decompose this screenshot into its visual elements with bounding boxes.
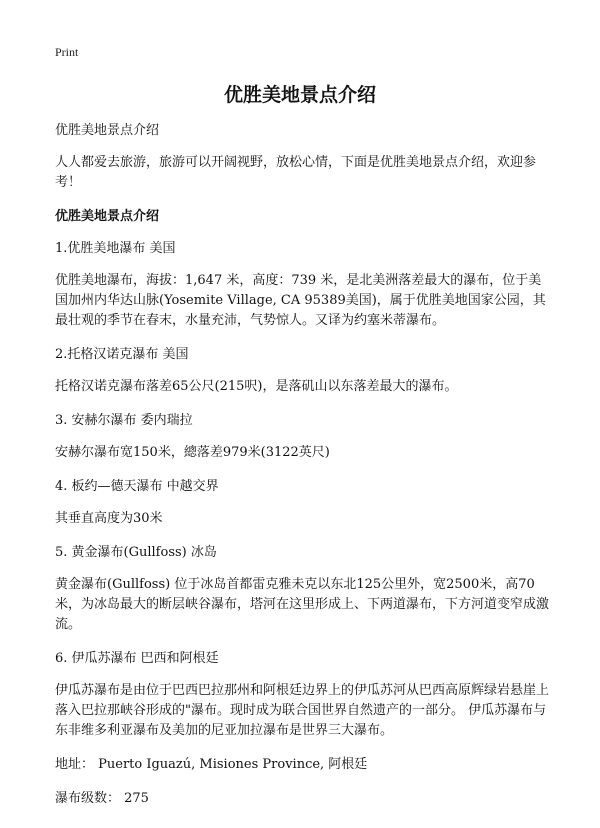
item-body-5: 黄金瀑布(Gullfoss) 位于冰岛首都雷克雅未克以东北125公里外，宽2500米，高70米，为冰岛最大的断层峡谷瀑布，塔河在这里形成上、下两道瀑布，下方河道变窄成激流。 [55, 577, 550, 632]
article-content [55, 121, 553, 823]
item-title-3: 3. 安赫尔瀑布 委内瑞拉 [55, 413, 193, 428]
item-title-4: 4. 板约—德天瀑布 中越交界 [55, 479, 219, 494]
item-body-3: 安赫尔瀑布宽150米，總落差979米(3122英尺) [55, 445, 330, 460]
item-title-6: 6. 伊瓜苏瀑布 巴西和阿根廷 [55, 651, 219, 666]
address-line: 地址： Puerto Iguazú, Misiones Province, 阿根廷 [55, 757, 368, 772]
item-title-5: 5. 黄金瀑布(Gullfoss) 冰岛 [55, 545, 217, 560]
page-title: 优胜美地景点介绍 [223, 84, 376, 106]
article-intro: 人人都爱去旅游，旅游可以开阔视野，放松心情，下面是优胜美地景点介绍，欢迎参考！ [55, 155, 537, 190]
item-title-1: 1.优胜美地瀑布 美国 [55, 241, 176, 256]
item-body-6: 伊瓜苏瀑布是由位于巴西巴拉那州和阿根廷边界上的伊瓜苏河从巴西高原辉绿岩悬崖上落入巴拉那峡谷形成的"瀑布。现时成为联合国世界自然遗产的一部分。 伊瓜苏瀑布与东非维多利亚瀑布及美加的尼亚加拉瀑布是世界三大瀑布。 [55, 683, 550, 738]
item-body-2: 托格汉诺克瀑布落差65公尺(215呎)，是落矶山以东落差最大的瀑布。 [55, 379, 458, 394]
section-heading: 优胜美地景点介绍 [55, 209, 160, 224]
article-subtitle: 优胜美地景点介绍 [55, 123, 160, 138]
level-line: 瀑布级数： 275 [55, 791, 149, 806]
print-link[interactable]: Print [55, 45, 79, 59]
item-title-2: 2.托格汉诺克瀑布 美国 [55, 347, 189, 362]
item-body-4: 其垂直高度为30米 [55, 511, 163, 526]
item-body-1: 优胜美地瀑布，海拔：1,647 米，高度：739 米，是北美洲落差最大的瀑布，位于美国加州内华达山脉(Yosemite Village, CA 95389美国)，属于优胜美地国家公园，其最壮观的季节在春末，水量充沛，气势惊人。又译为约塞米蒂瀑布。 [55, 273, 546, 328]
